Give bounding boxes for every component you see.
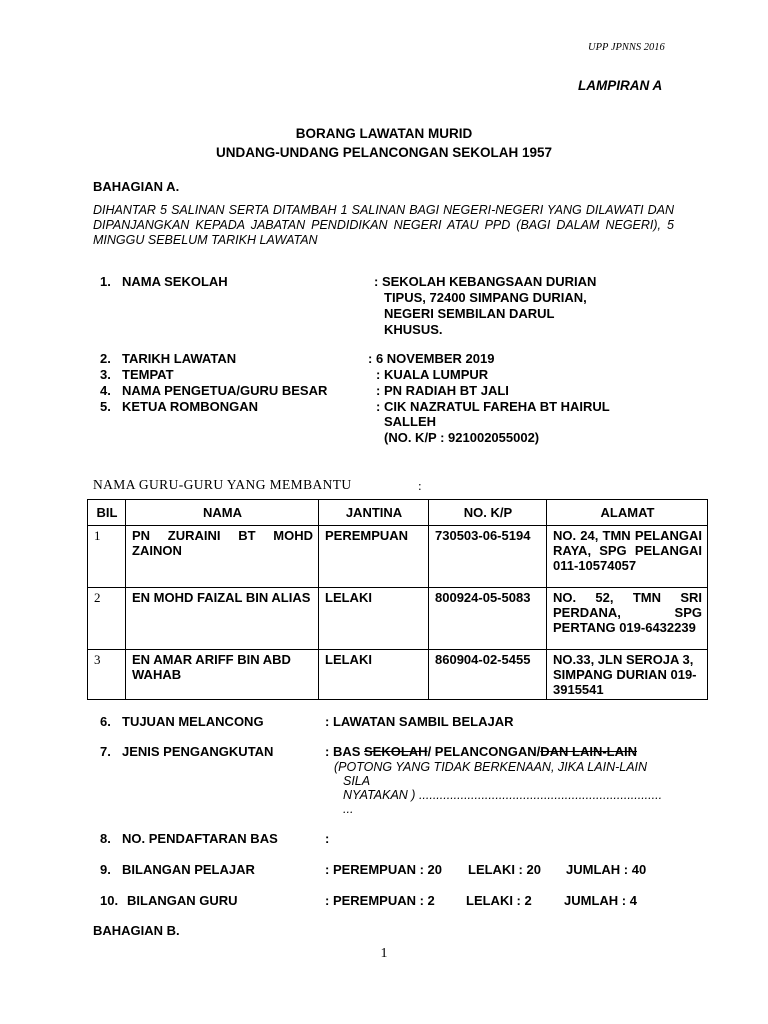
nama-sekolah-value-line: NEGERI SEMBILAN DARUL (384, 306, 555, 321)
guru-table (87, 499, 708, 700)
cell-kp: 800924-05-5083 (429, 588, 547, 650)
field-number: 5. (100, 399, 111, 414)
field-number: 1. (100, 274, 111, 289)
column-header-bil: BIL (88, 500, 126, 526)
cell-jantina: LELAKI (319, 588, 429, 650)
field-number: 2. (100, 351, 111, 366)
pelajar-perempuan: : PEREMPUAN : 20 (325, 862, 443, 877)
field-number: 4. (100, 383, 111, 398)
bilangan-pelajar-label: BILANGAN PELAJAR (122, 862, 255, 877)
cell-nama: EN MOHD FAIZAL BIN ALIAS (126, 588, 319, 650)
no-pendaftaran-bas-value: : (325, 831, 330, 846)
cell-kp: 730503-06-5194 (429, 526, 547, 588)
column-header-kp: NO. K/P (429, 500, 547, 526)
section-b-heading: BAHAGIAN B. (93, 923, 180, 938)
cell-bil: 1 (88, 526, 126, 588)
pengangkutan-selected-option: / PELANCONGAN/ (427, 744, 541, 759)
pengangkutan-prefix: : BAS (325, 744, 364, 759)
cell-alamat: NO. 24, TMN PELANGAI RAYA, SPG PELANGAI 011-10574057 (547, 526, 708, 588)
nama-sekolah-value-line: KHUSUS. (384, 322, 443, 337)
field-number: 7. (100, 744, 111, 759)
cell-jantina: LELAKI (319, 650, 429, 700)
tempat-label: TEMPAT (122, 367, 174, 382)
pengangkutan-struck-option: SEKOLAH (364, 744, 428, 759)
field-number: 6. (100, 714, 111, 729)
cell-bil: 3 (88, 650, 126, 700)
pengangkutan-struck-option: DAN LAIN-LAIN (540, 744, 637, 759)
tempat-value: : KUALA LUMPUR (376, 367, 489, 382)
cell-bil: 2 (88, 588, 126, 650)
field-number: 10. (100, 893, 119, 908)
tujuan-value: : LAWATAN SAMBIL BELAJAR (325, 714, 514, 729)
column-header-alamat: ALAMAT (547, 500, 708, 526)
guru-jumlah: JUMLAH : 4 (564, 893, 637, 908)
no-pendaftaran-bas-label: NO. PENDAFTARAN BAS (122, 831, 278, 846)
lampiran-label: LAMPIRAN A (578, 78, 663, 93)
ketua-rombongan-value-line: : CIK NAZRATUL FAREHA BT HAIRUL (376, 399, 610, 414)
table-row (88, 650, 708, 700)
pengangkutan-note-line: SILA (343, 774, 371, 788)
tarikh-lawatan-value: : 6 NOVEMBER 2019 (368, 351, 495, 366)
pelajar-lelaki: LELAKI : 20 (468, 862, 541, 877)
section-a-heading: BAHAGIAN A. (93, 179, 180, 194)
guru-section-heading: NAMA GURU-GURU YANG MEMBANTU (93, 477, 352, 492)
nama-sekolah-value-line: : SEKOLAH KEBANGSAAN DURIAN (374, 274, 597, 289)
nama-sekolah-label: NAMA SEKOLAH (122, 274, 228, 289)
cell-alamat: NO.33, JLN SEROJA 3, SIMPANG DURIAN 019-3915541 (547, 650, 708, 700)
bilangan-guru-label: BILANGAN GURU (127, 893, 238, 908)
pengangkutan-note-line: (POTONG YANG TIDAK BERKENAAN, JIKA LAIN-LAIN (334, 760, 648, 774)
pengangkutan-value (325, 744, 637, 759)
table-row (88, 526, 708, 588)
cell-alamat: NO. 52, TMN SRI PERDANA, SPG PERTANG 019-6432239 (547, 588, 708, 650)
tujuan-label: TUJUAN MELANCONG (122, 714, 264, 729)
section-a-instructions: DIHANTAR 5 SALINAN SERTA DITAMBAH 1 SALINAN BAGI NEGERI-NEGERI YANG DILAWATI DAN DIPANJANGKAN KEPADA JABATAN PENDIDIKAN NEGERI ATAU PPD (BAGI DALAM NEGERI), 5 MINGGU SEBELUM TARIKH LAWATAN (93, 203, 674, 247)
form-subtitle: UNDANG-UNDANG PELANCONGAN SEKOLAH 1957 (215, 145, 553, 160)
field-number: 9. (100, 862, 111, 877)
column-header-nama: NAMA (126, 500, 319, 526)
table-header-row (88, 500, 708, 526)
form-title: BORANG LAWATAN MURID (295, 126, 473, 141)
cell-nama: EN AMAR ARIFF BIN ABD WAHAB (126, 650, 319, 700)
pengangkutan-note-line: NYATAKAN ) ...................................................................... (343, 788, 663, 802)
cell-jantina: PEREMPUAN (319, 526, 429, 588)
pelajar-jumlah: JUMLAH : 40 (566, 862, 647, 877)
nama-pengetua-value: : PN RADIAH BT JALI (376, 383, 509, 398)
guru-perempuan: : PEREMPUAN : 2 (325, 893, 435, 908)
nama-pengetua-label: NAMA PENGETUA/GURU BESAR (122, 383, 328, 398)
field-number: 8. (100, 831, 111, 846)
nama-sekolah-value-line: TIPUS, 72400 SIMPANG DURIAN, (384, 290, 587, 305)
pengangkutan-label: JENIS PENGANGKUTAN (122, 744, 274, 759)
ketua-rombongan-value-line: SALLEH (384, 414, 436, 429)
document-code: UPP JPNNS 2016 (588, 42, 665, 53)
field-number: 3. (100, 367, 111, 382)
guru-heading-colon: : (418, 478, 422, 493)
tarikh-lawatan-label: TARIKH LAWATAN (122, 351, 237, 366)
page-number: 1 (380, 946, 388, 961)
guru-lelaki: LELAKI : 2 (466, 893, 532, 908)
cell-kp: 860904-02-5455 (429, 650, 547, 700)
pengangkutan-note-line: ... (343, 802, 354, 816)
cell-nama: PN ZURAINI BT MOHD ZAINON (126, 526, 319, 588)
table-row (88, 588, 708, 650)
column-header-jantina: JANTINA (319, 500, 429, 526)
ketua-rombongan-label: KETUA ROMBONGAN (122, 399, 259, 414)
ketua-rombongan-value-line: (NO. K/P : 921002055002) (384, 430, 540, 445)
